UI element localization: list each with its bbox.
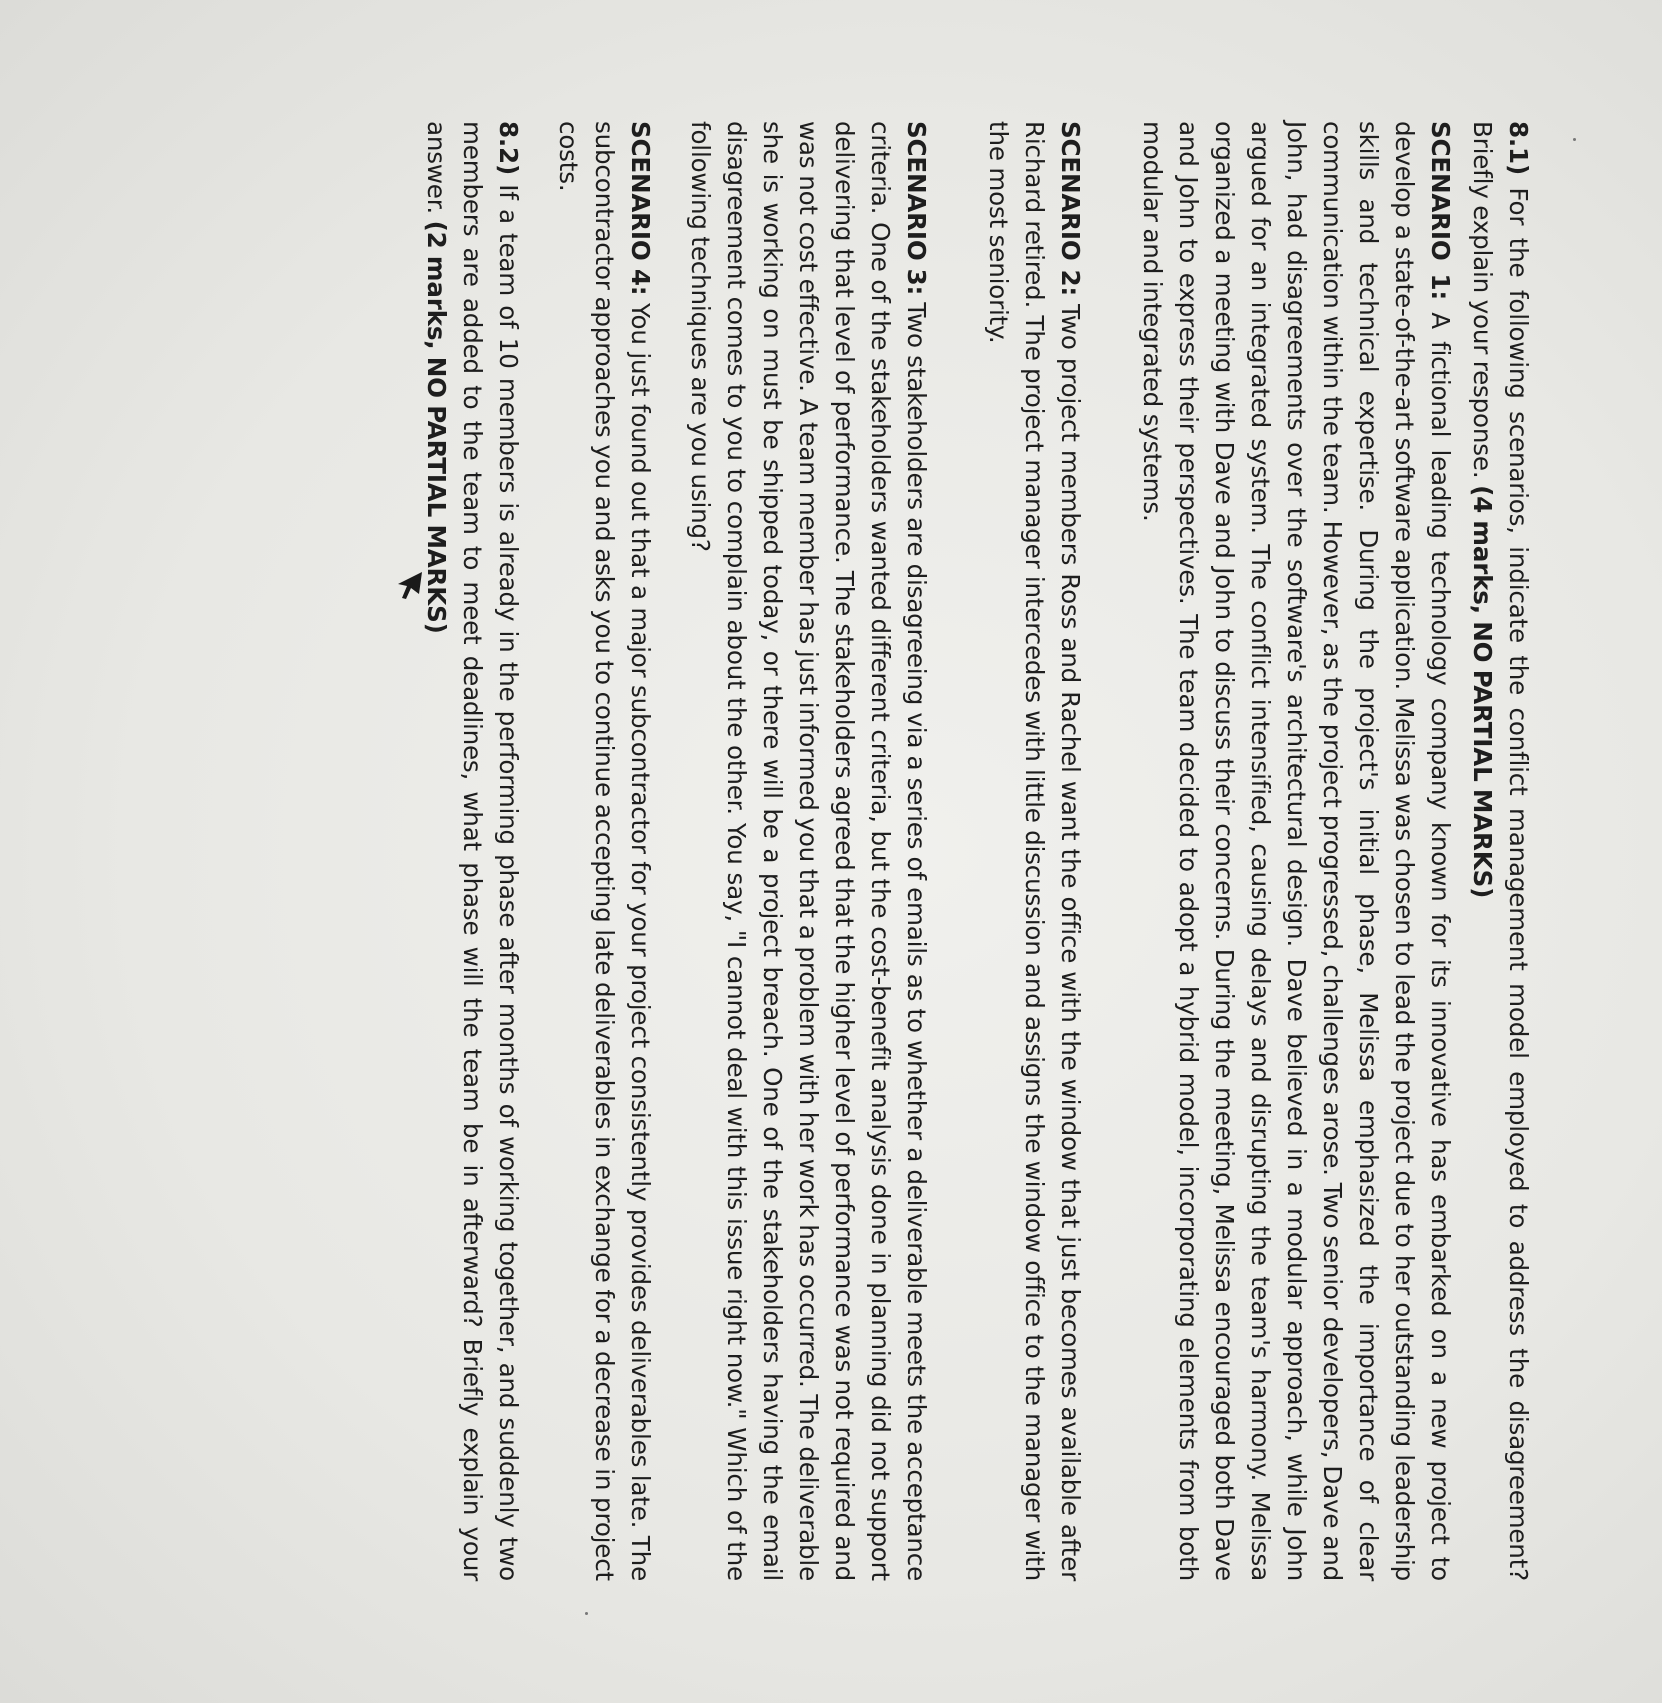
scenario-4-text: You just found out that a major subcontractor for your project consistently provides deliverables late. The subcontractor approaches you and asks you to continue accepting late deliverables in exchange for a decrease in project costs. <box>554 121 655 1582</box>
question-8-2-number: 8.2) <box>494 121 523 176</box>
scenario-4 <box>550 121 658 1581</box>
arrow-cursor-icon <box>392 568 426 602</box>
scenario-2-label: SCENARIO 2: <box>1056 121 1085 297</box>
scenario-2 <box>980 121 1088 1581</box>
question-8-2 <box>418 121 526 1581</box>
question-8-1-number: 8.1) <box>1504 121 1533 176</box>
scenario-1 <box>1134 121 1458 1581</box>
scenario-3-label: SCENARIO 3: <box>902 121 931 296</box>
question-8-2-marks: (2 marks, NO PARTIAL MARKS) <box>422 220 451 634</box>
paragraph-gap <box>934 121 956 1581</box>
scenario-3 <box>682 121 934 1581</box>
scenario-3-text: Two stakeholders are disagreeing via a series of emails as to whether a deliverable meets the acceptance criteria. One of the stakeholders wanted different criteria, but the cost-benefit analysis done in planning did not support delivering that level of performance. The stakeholders agreed that the higher level of performance was not required and was not cost effective. A team member has just informed you that a problem with her work has occurred. The deliverable she is working on must be shipped today, or there will be a project breach. One of the stakeholders having the email disagreement comes to you to complain about the other. You say, "I cannot deal with this issue right now." Which of the following techniques are you using? <box>686 121 931 1581</box>
paper-speck <box>585 1612 588 1615</box>
question-8-2-text: If a team of 10 members is already in the performing phase after months of working together, and suddenly two members are added to the team to meet deadlines, what phase will the team be in afterward? Briefly explain your answer. <box>422 121 523 1581</box>
scenario-1-label: SCENARIO 1: <box>1426 121 1455 301</box>
scenario-2-text: Two project members Ross and Rachel want the office with the window that just becomes available after Richard retired. The project manager intercedes with little discussion and assigns the window office to the manager with the most seniority. <box>984 121 1085 1581</box>
exam-page <box>126 121 1536 1581</box>
question-8-1-text: For the following scenarios, indicate the conflict management model employed to address the disagreement? Briefly explain your response. <box>1468 121 1533 1581</box>
question-8-1-marks: (4 marks, NO PARTIAL MARKS) <box>1468 485 1497 899</box>
scenario-1-text: A fictional leading technology company known for its innovative has embarked on a new project to develop a state-of-the-art software application. Melissa was chosen to lead the project due to her outstanding leadership skills and technical expertise. During the project's initial phase, Melissa emphasized the importance of clear communication within the team. However, as the project progressed, challenges arose. Two senior developers, Dave and John, had disagreements over the software's architectural design. Dave believed in a modular approach, while John argued for an integrated system. The conflict intensified, causing delays and disrupting the team's harmony. Melissa organized a meeting with Dave and John to discuss their concerns. During the meeting, Melissa encouraged both Dave and John to express their perspectives. The team decided to adopt a hybrid model, incorporating elements from both modular and integrated systems. <box>1138 121 1455 1581</box>
question-8-1 <box>1464 121 1536 1581</box>
paper-speck <box>1573 138 1576 141</box>
paragraph-gap <box>1088 121 1110 1581</box>
scenario-4-label: SCENARIO 4: <box>626 121 655 296</box>
